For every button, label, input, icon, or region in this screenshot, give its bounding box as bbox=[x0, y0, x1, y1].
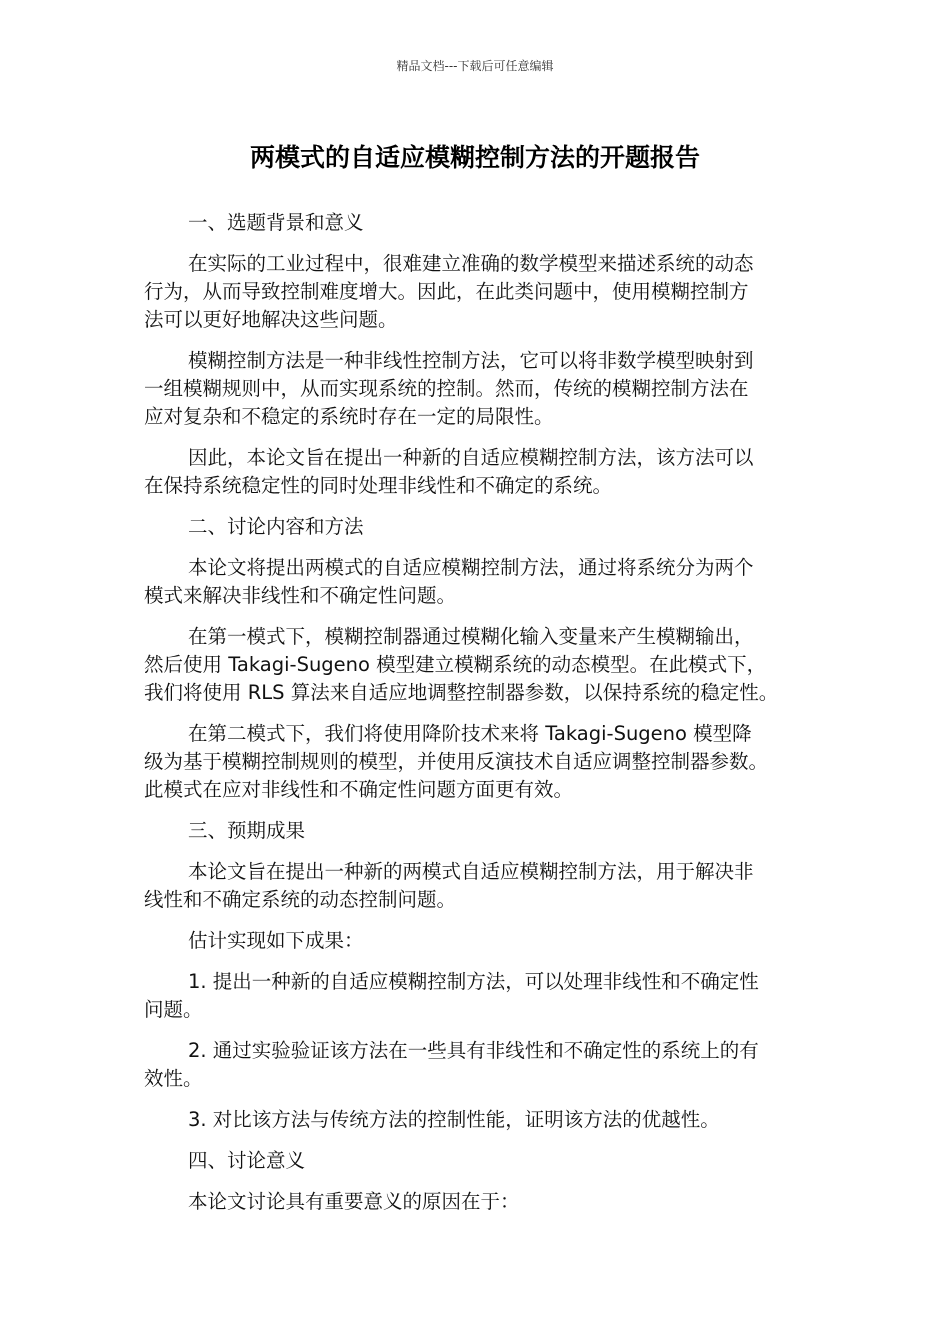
section-heading bbox=[144, 209, 809, 237]
paragraph-line: 我们将使用 RLS 算法来自适应地调整控制器参数，以保持系统的稳定性。 bbox=[144, 681, 779, 704]
section-heading bbox=[144, 817, 809, 845]
paragraph-line: 在保持系统稳定性的同时处理非线性和不确定的系统。 bbox=[144, 474, 613, 497]
document-title: 两模式的自适应模糊控制方法的开题报告 bbox=[249, 143, 700, 172]
paragraph-line: 应对复杂和不稳定的系统时存在一定的局限性。 bbox=[144, 405, 554, 428]
paragraph-line: 3. 对比该方法与传统方法的控制性能，证明该方法的优越性。 bbox=[188, 1108, 720, 1131]
body-paragraph bbox=[144, 347, 809, 431]
paragraph-line: 2. 通过实验验证该方法在一些具有非线性和不确定性的系统上的有 bbox=[188, 1039, 759, 1062]
paragraph-line: 本论文将提出两模式的自适应模糊控制方法，通过将系统分为两个 bbox=[188, 556, 754, 579]
document-body bbox=[144, 209, 809, 1229]
paragraph-line: 本论文旨在提出一种新的两模式自适应模糊控制方法，用于解决非 bbox=[188, 860, 754, 883]
paragraph-line: 模糊控制方法是一种非线性控制方法，它可以将非数学模型映射到 bbox=[188, 349, 754, 372]
paragraph-line: 在第一模式下，模糊控制器通过模糊化输入变量来产生模糊输出， bbox=[188, 625, 754, 648]
body-paragraph bbox=[144, 858, 809, 914]
paragraph-line: 三、预期成果 bbox=[188, 819, 306, 842]
body-paragraph bbox=[144, 554, 809, 610]
paragraph-line: 模式来解决非线性和不确定性问题。 bbox=[144, 584, 457, 607]
body-paragraph bbox=[144, 927, 809, 955]
paragraph-line: 在第二模式下，我们将使用降阶技术来将 Takagi-Sugeno 模型降 bbox=[188, 722, 752, 745]
body-paragraph bbox=[144, 720, 809, 804]
paragraph-line: 行为，从而导致控制难度增大。因此，在此类问题中，使用模糊控制方 bbox=[144, 280, 749, 303]
paragraph-line: 一组模糊规则中，从而实现系统的控制。然而，传统的模糊控制方法在 bbox=[144, 377, 749, 400]
paragraph-line: 四、讨论意义 bbox=[188, 1149, 306, 1172]
paragraph-line: 估计实现如下成果： bbox=[188, 929, 364, 952]
body-paragraph bbox=[144, 1037, 809, 1093]
paragraph-line: 二、讨论内容和方法 bbox=[188, 515, 364, 538]
paragraph-line: 法可以更好地解决这些问题。 bbox=[144, 308, 398, 331]
body-paragraph bbox=[144, 250, 809, 334]
paragraph-line: 此模式在应对非线性和不确定性问题方面更有效。 bbox=[144, 778, 574, 801]
section-heading bbox=[144, 513, 809, 541]
paragraph-line: 1. 提出一种新的自适应模糊控制方法，可以处理非线性和不确定性 bbox=[188, 970, 759, 993]
paragraph-line: 级为基于模糊控制规则的模型，并使用反演技术自适应调整控制器参数。 bbox=[144, 750, 769, 773]
body-paragraph bbox=[144, 444, 809, 500]
paragraph-line: 在实际的工业过程中，很难建立准确的数学模型来描述系统的动态 bbox=[188, 252, 754, 275]
body-paragraph bbox=[144, 623, 809, 707]
paragraph-line: 效性。 bbox=[144, 1067, 203, 1090]
body-paragraph bbox=[144, 968, 809, 1024]
paragraph-line: 本论文讨论具有重要意义的原因在于： bbox=[188, 1190, 520, 1213]
body-paragraph bbox=[144, 1106, 809, 1134]
paragraph-line: 然后使用 Takagi-Sugeno 模型建立模糊系统的动态模型。在此模式下， bbox=[144, 653, 767, 676]
paragraph-line: 线性和不确定系统的动态控制问题。 bbox=[144, 888, 457, 911]
paragraph-line: 问题。 bbox=[144, 998, 203, 1021]
paragraph-line: 因此，本论文旨在提出一种新的自适应模糊控制方法，该方法可以 bbox=[188, 446, 754, 469]
section-heading bbox=[144, 1147, 809, 1175]
page-header-watermark: 精品文档---下载后可任意编辑 bbox=[396, 59, 554, 73]
body-paragraph bbox=[144, 1188, 809, 1216]
paragraph-line: 一、选题背景和意义 bbox=[188, 211, 364, 234]
